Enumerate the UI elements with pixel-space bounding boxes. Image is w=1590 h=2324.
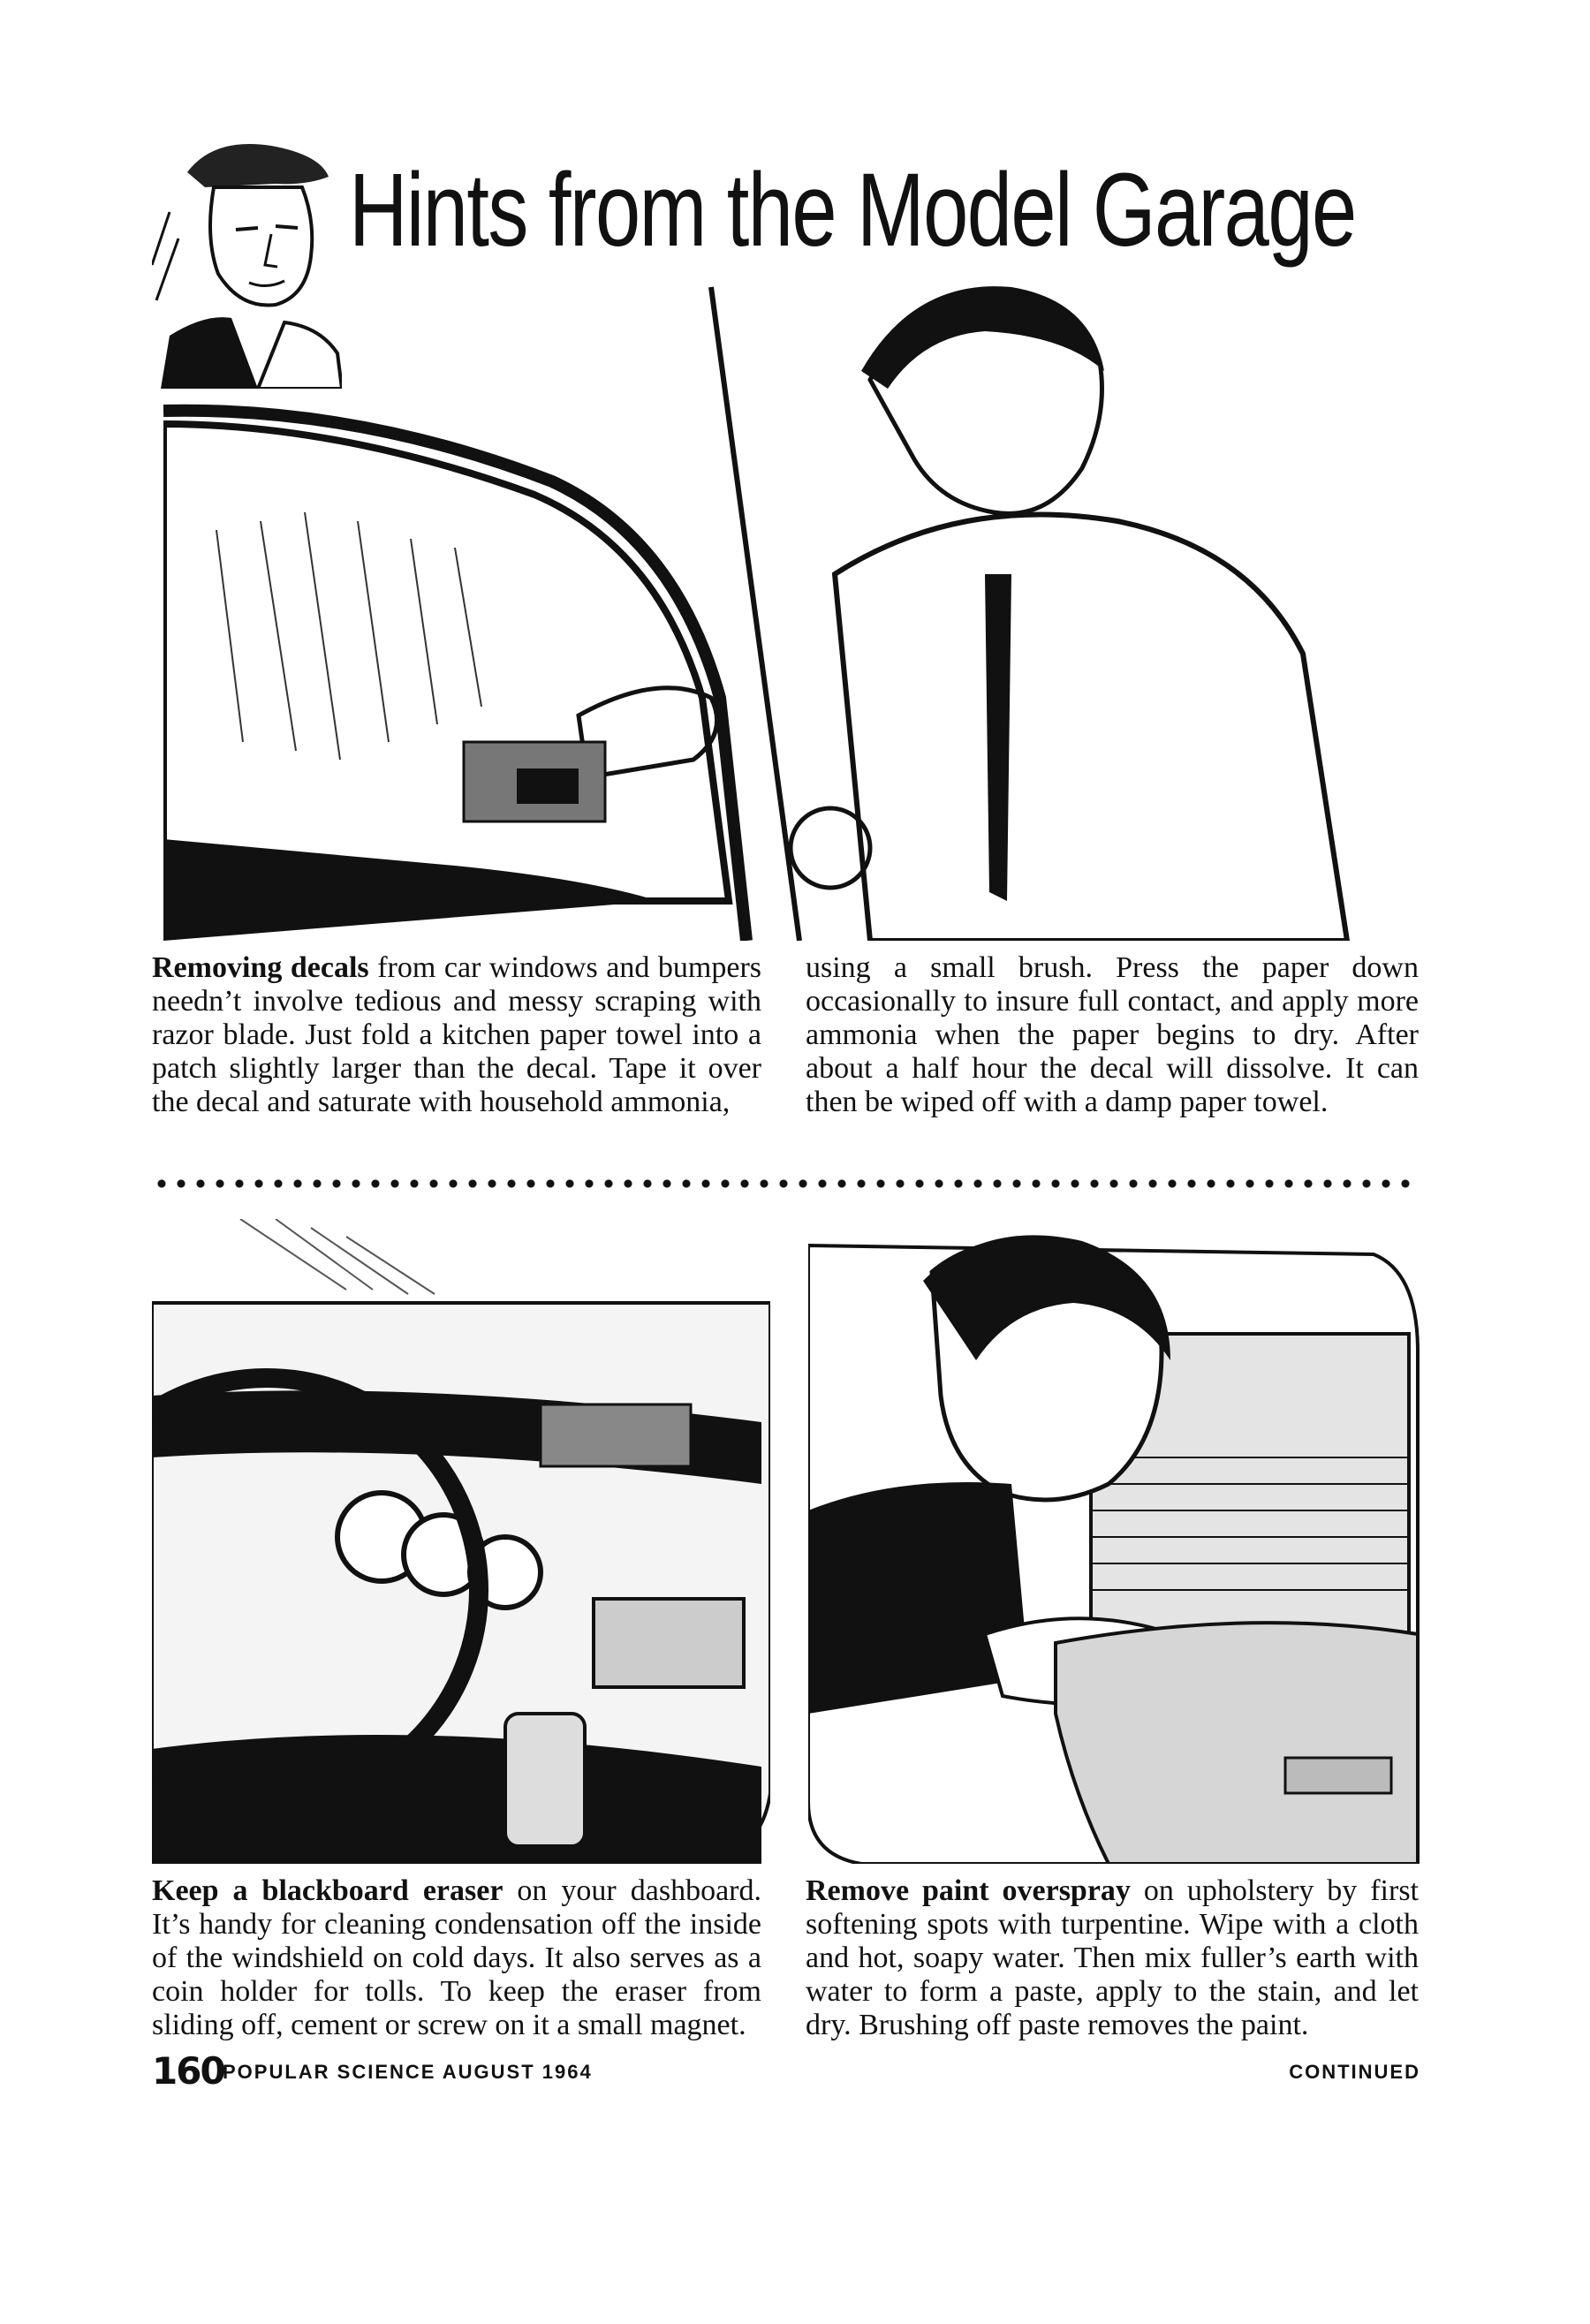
- article-eraser: [152, 1874, 761, 2042]
- article-body: on upholstery by first softening spots with turpentine. Wipe with a cloth and hot, soapy water. Then mix fuller’s earth with water to form a paste, apply to the stain, and let dry. Brushing off paste removes the paint.: [806, 1874, 1419, 2041]
- page-title: Hints from the Model Garage: [349, 152, 1356, 269]
- dotted-divider: [152, 1175, 1415, 1192]
- page-number: 160: [152, 2049, 224, 2093]
- upholstery-cleaning-illustration: [808, 1219, 1422, 1864]
- decal-removal-illustration: [163, 283, 1418, 941]
- publication-line: POPULAR SCIENCE AUGUST 1964: [223, 2061, 593, 2083]
- article-decals-column-2: [806, 951, 1419, 1119]
- article-overspray: [806, 1874, 1419, 2042]
- article-lead: Keep a blackboard eraser: [152, 1874, 504, 1907]
- article-decals-column-1: [152, 951, 761, 1119]
- article-body: on your dashboard. It’s handy for cleaning condensation off the inside of the windshield on cold days. It also serves as a coin holder for tolls. To keep the eraser from sliding off, cement or screw on it a small magnet.: [152, 1874, 761, 2041]
- continued-label: CONTINUED: [1289, 2061, 1420, 2083]
- article-lead: Remove paint overspray: [806, 1874, 1131, 1907]
- article-body-continued: using a small brush. Press the paper down occasionally to insure full contact, and apply more ammonia when the paper begins to dry. After about a half hour the decal will dissolve. It can then be wiped off with a damp paper towel.: [806, 951, 1419, 1118]
- dashboard-eraser-illustration: [152, 1219, 770, 1864]
- article-lead: Removing decals: [152, 951, 369, 984]
- article-body: from car windows and bumpers needn’t involve tedious and messy scraping with razor blade. Just fold a kitchen paper towel into a patch slightly larger than the decal. Tape it over the decal and saturate with household ammonia,: [152, 951, 762, 1118]
